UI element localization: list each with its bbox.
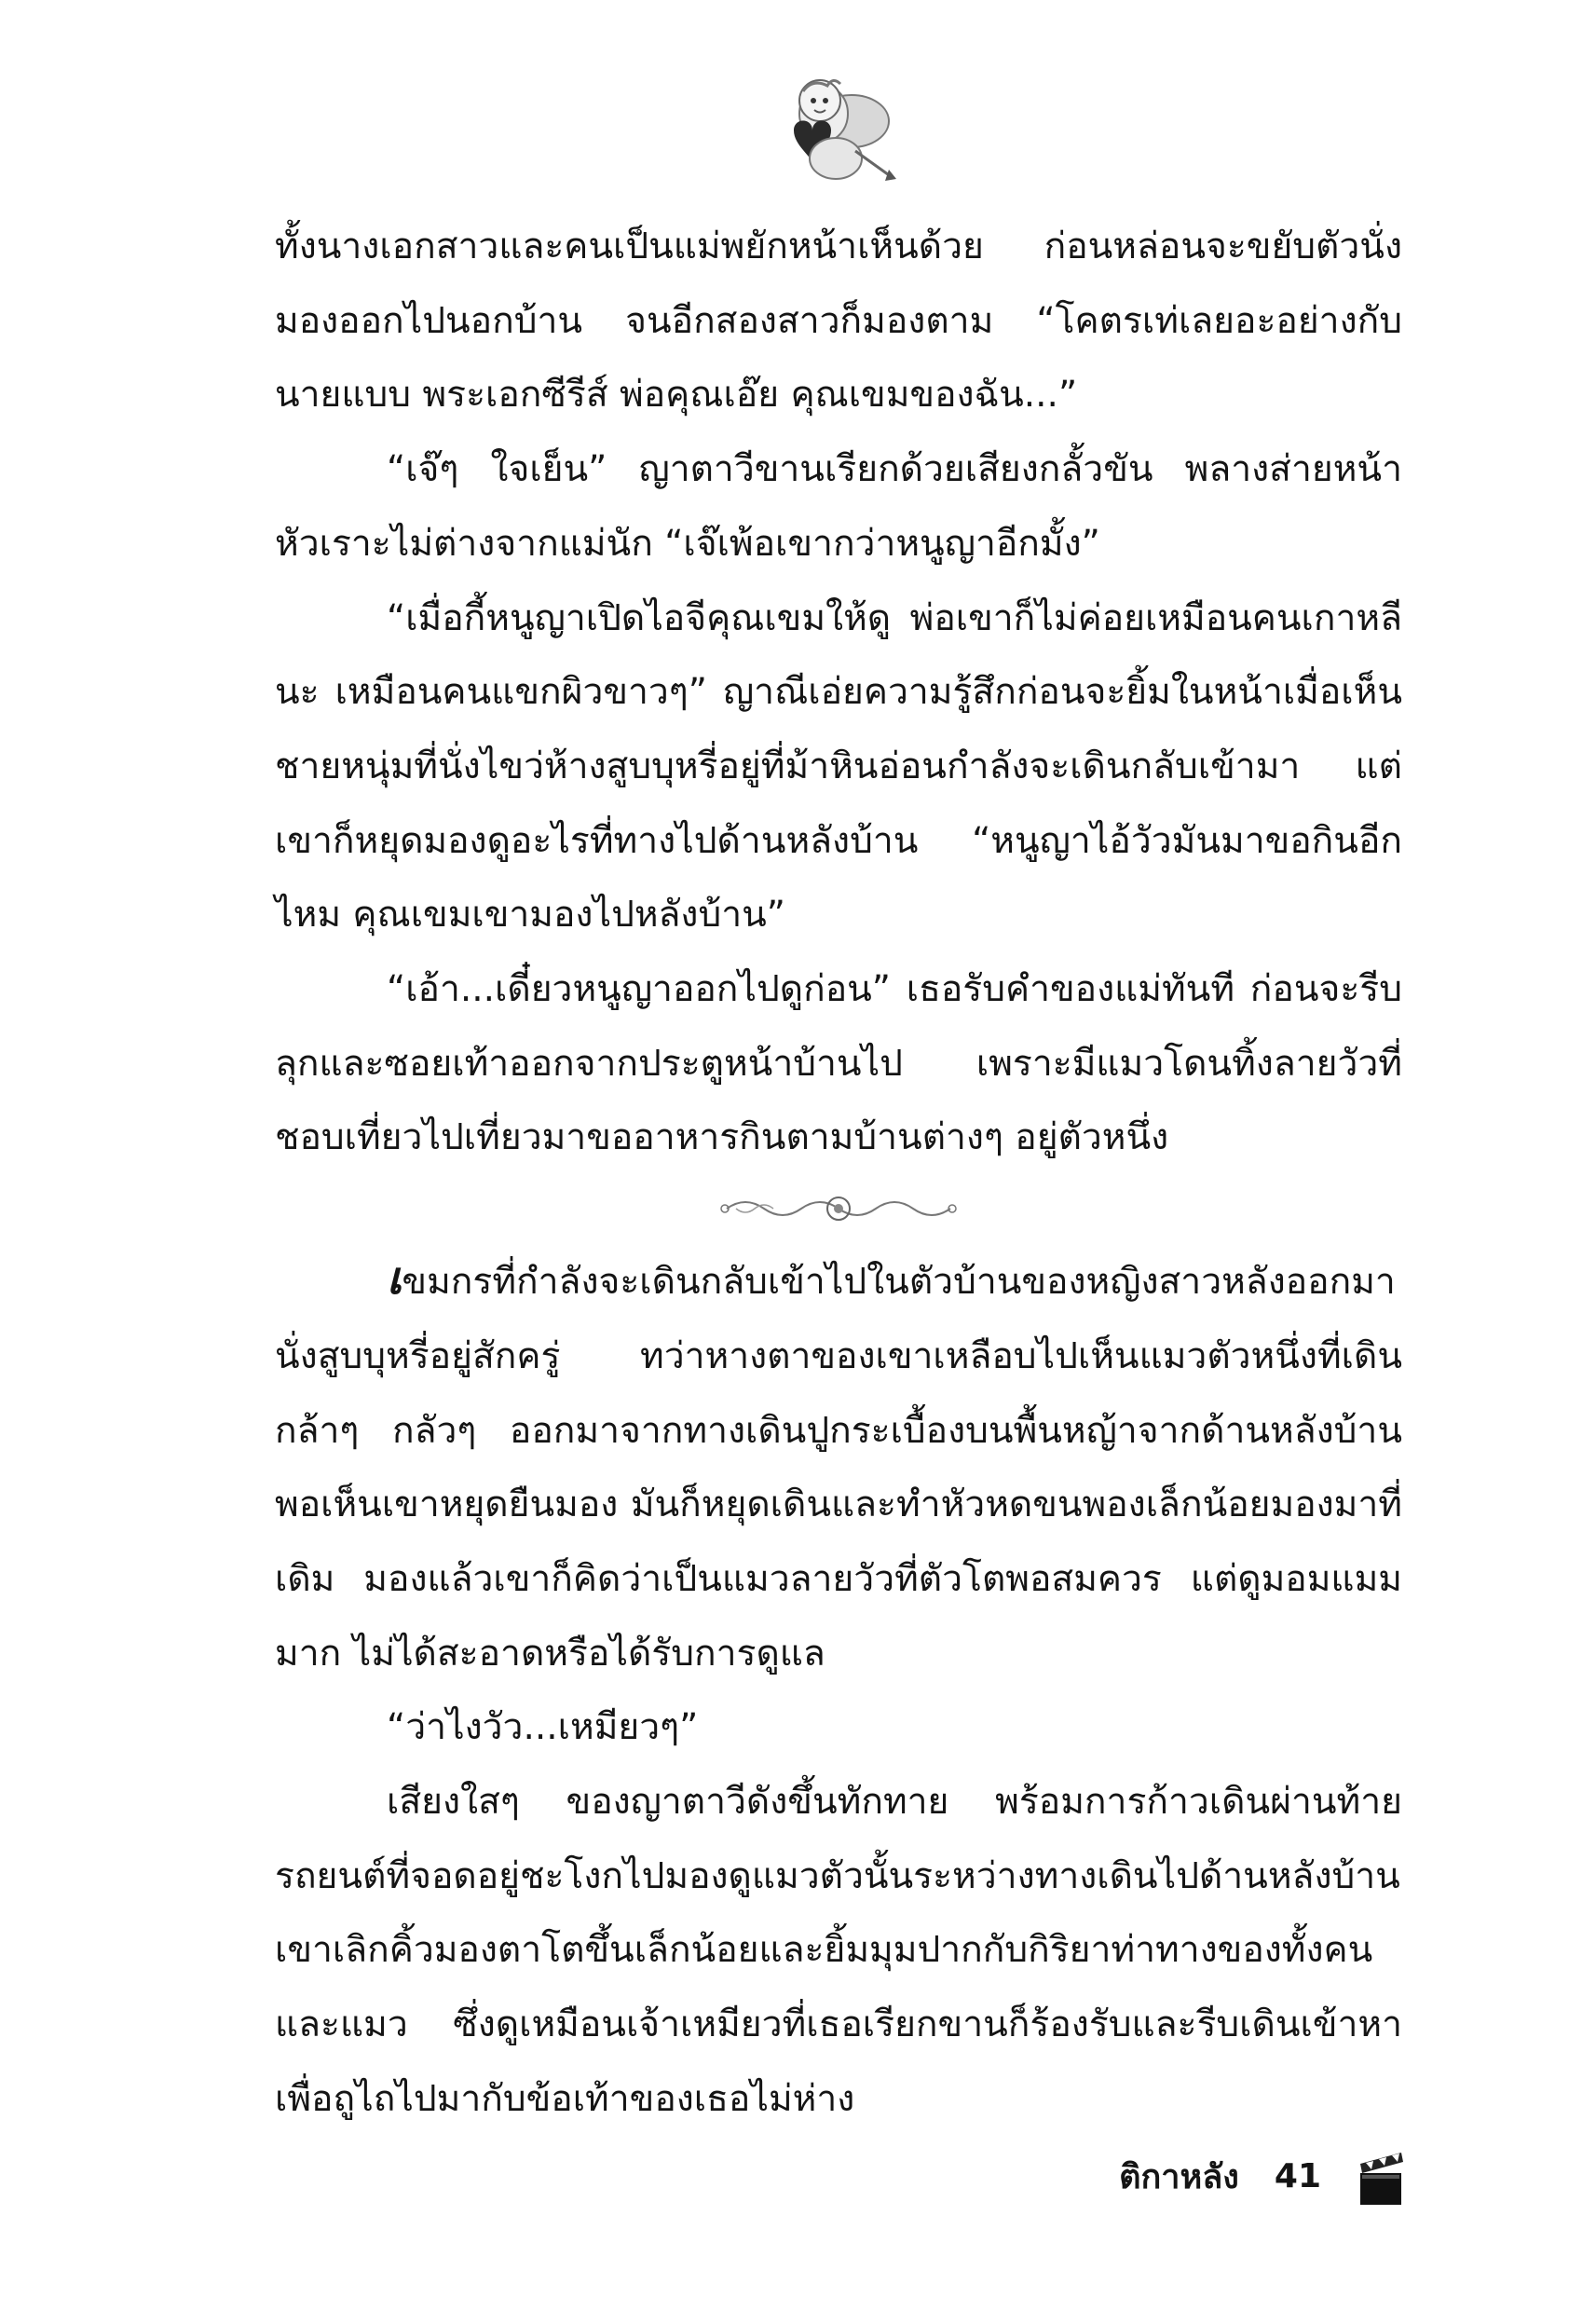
paragraph-5-text: ขมกรที่กำลังจะเดินกลับเข้าไปในตัวบ้านของหญิงสาวหลังออกมานั่งสูบบุหรี่อยู่สักครู่ ทว่าหางตาของเขาเหลือบไปเห็นแมวตัวหนึ่งที่เดินกล้าๆ กลัวๆ ออกมาจากทางเดินปูกระเบื้องบนพื้นหญ้าจากด้านหลังบ้าน พอเห็นเขาหยุดยืนมอง มันก็หยุดเดินและทำหัวหดขนพองเล็กน้อยมองมาที่เดิม มองแล้วเขาก็คิดว่าเป็นแมวลายวัวที่ตัวโตพอสมควร แต่ดูมอมแมมมาก ไม่ได้สะอาดหรือได้รับการดูแล	[275, 1261, 1402, 1675]
page-footer	[1119, 2143, 1405, 2208]
cupid-with-heart-icon	[766, 65, 906, 205]
paragraph-3: “เมื่อกี้หนูญาเปิดไอจีคุณเขมให้ดู พ่อเขาก็ไม่ค่อยเหมือนคนเกาหลีนะ เหมือนคนแขกผิวขาวๆ” ญาณีเอ่ยความรู้สึกก่อนจะยิ้มในหน้าเมื่อเห็นชายหนุ่มที่นั่งไขว่ห้างสูบบุหรี่อยู่ที่ม้าหินอ่อนกำลังจะเดินกลับเข้ามา แต่เขาก็หยุดมองดูอะไรที่ทางไปด้านหลังบ้าน “หนูญาไอ้วัวมันมาขอกินอีกไหม คุณเขมเขามองไปหลังบ้าน”	[275, 596, 1402, 937]
ornamental-divider-icon	[275, 1175, 1402, 1242]
paragraph-2: “เจ๊ๆ ใจเย็น” ญาตาวีขานเรียกด้วยเสียงกลั้วขัน พลางส่ายหน้าหัวเราะไม่ต่างจากแม่นัก “เจ๊เพ้อเขากว่าหนูญาอีกมั้ง”	[275, 448, 1402, 565]
paragraph-5	[275, 1242, 1402, 1690]
body-text	[275, 210, 1402, 2137]
running-title: ติกาหลัง	[1119, 2157, 1239, 2196]
paragraph-6: “ว่าไงวัว...เหมียวๆ”	[387, 1706, 699, 1749]
film-clapperboard-icon	[1353, 2145, 1405, 2207]
paragraph-4: “เอ้า...เดี๋ยวหนูญาออกไปดูก่อน” เธอรับคำของแม่ทันที ก่อนจะรีบลุกและซอยเท้าออกจากประตูหน้าบ้านไป เพราะมีแมวโดนทิ้งลายวัวที่ชอบเที่ยวไปเที่ยวมาขออาหารกินตามบ้านต่างๆ อยู่ตัวหนึ่ง	[275, 968, 1402, 1159]
page-number: 41	[1274, 2156, 1321, 2195]
paragraph-7: เสียงใสๆ ของญาตาวีดังขึ้นทักทาย พร้อมการก้าวเดินผ่านท้ายรถยนต์ที่จอดอยู่ชะโงกไปมองดูแมวตัวนั้นระหว่างทางเดินไปด้านหลังบ้าน เขาเลิกคิ้วมองตาโตขึ้นเล็กน้อยและยิ้มมุมปากกับกิริยาท่าทางของทั้งคนและแมว ซึ่งดูเหมือนเจ้าเหมียวที่เธอเรียกขานก็ร้องรับและรีบเดินเข้าหาเพื่อถูไถไปมากับข้อเท้าของเธอไม่ห่าง	[275, 1781, 1402, 2120]
drop-cap: เ	[387, 1252, 402, 1306]
paragraph-1: ทั้งนางเอกสาวและคนเป็นแม่พยักหน้าเห็นด้วย ก่อนหล่อนจะขยับตัวนั่งมองออกไปนอกบ้าน จนอีกสองสาวก็มองตาม “โคตรเท่เลยอะอย่างกับนายแบบ พระเอกซีรีส์ พ่อคุณเอ๊ย คุณเขมของฉัน...”	[275, 226, 1402, 417]
